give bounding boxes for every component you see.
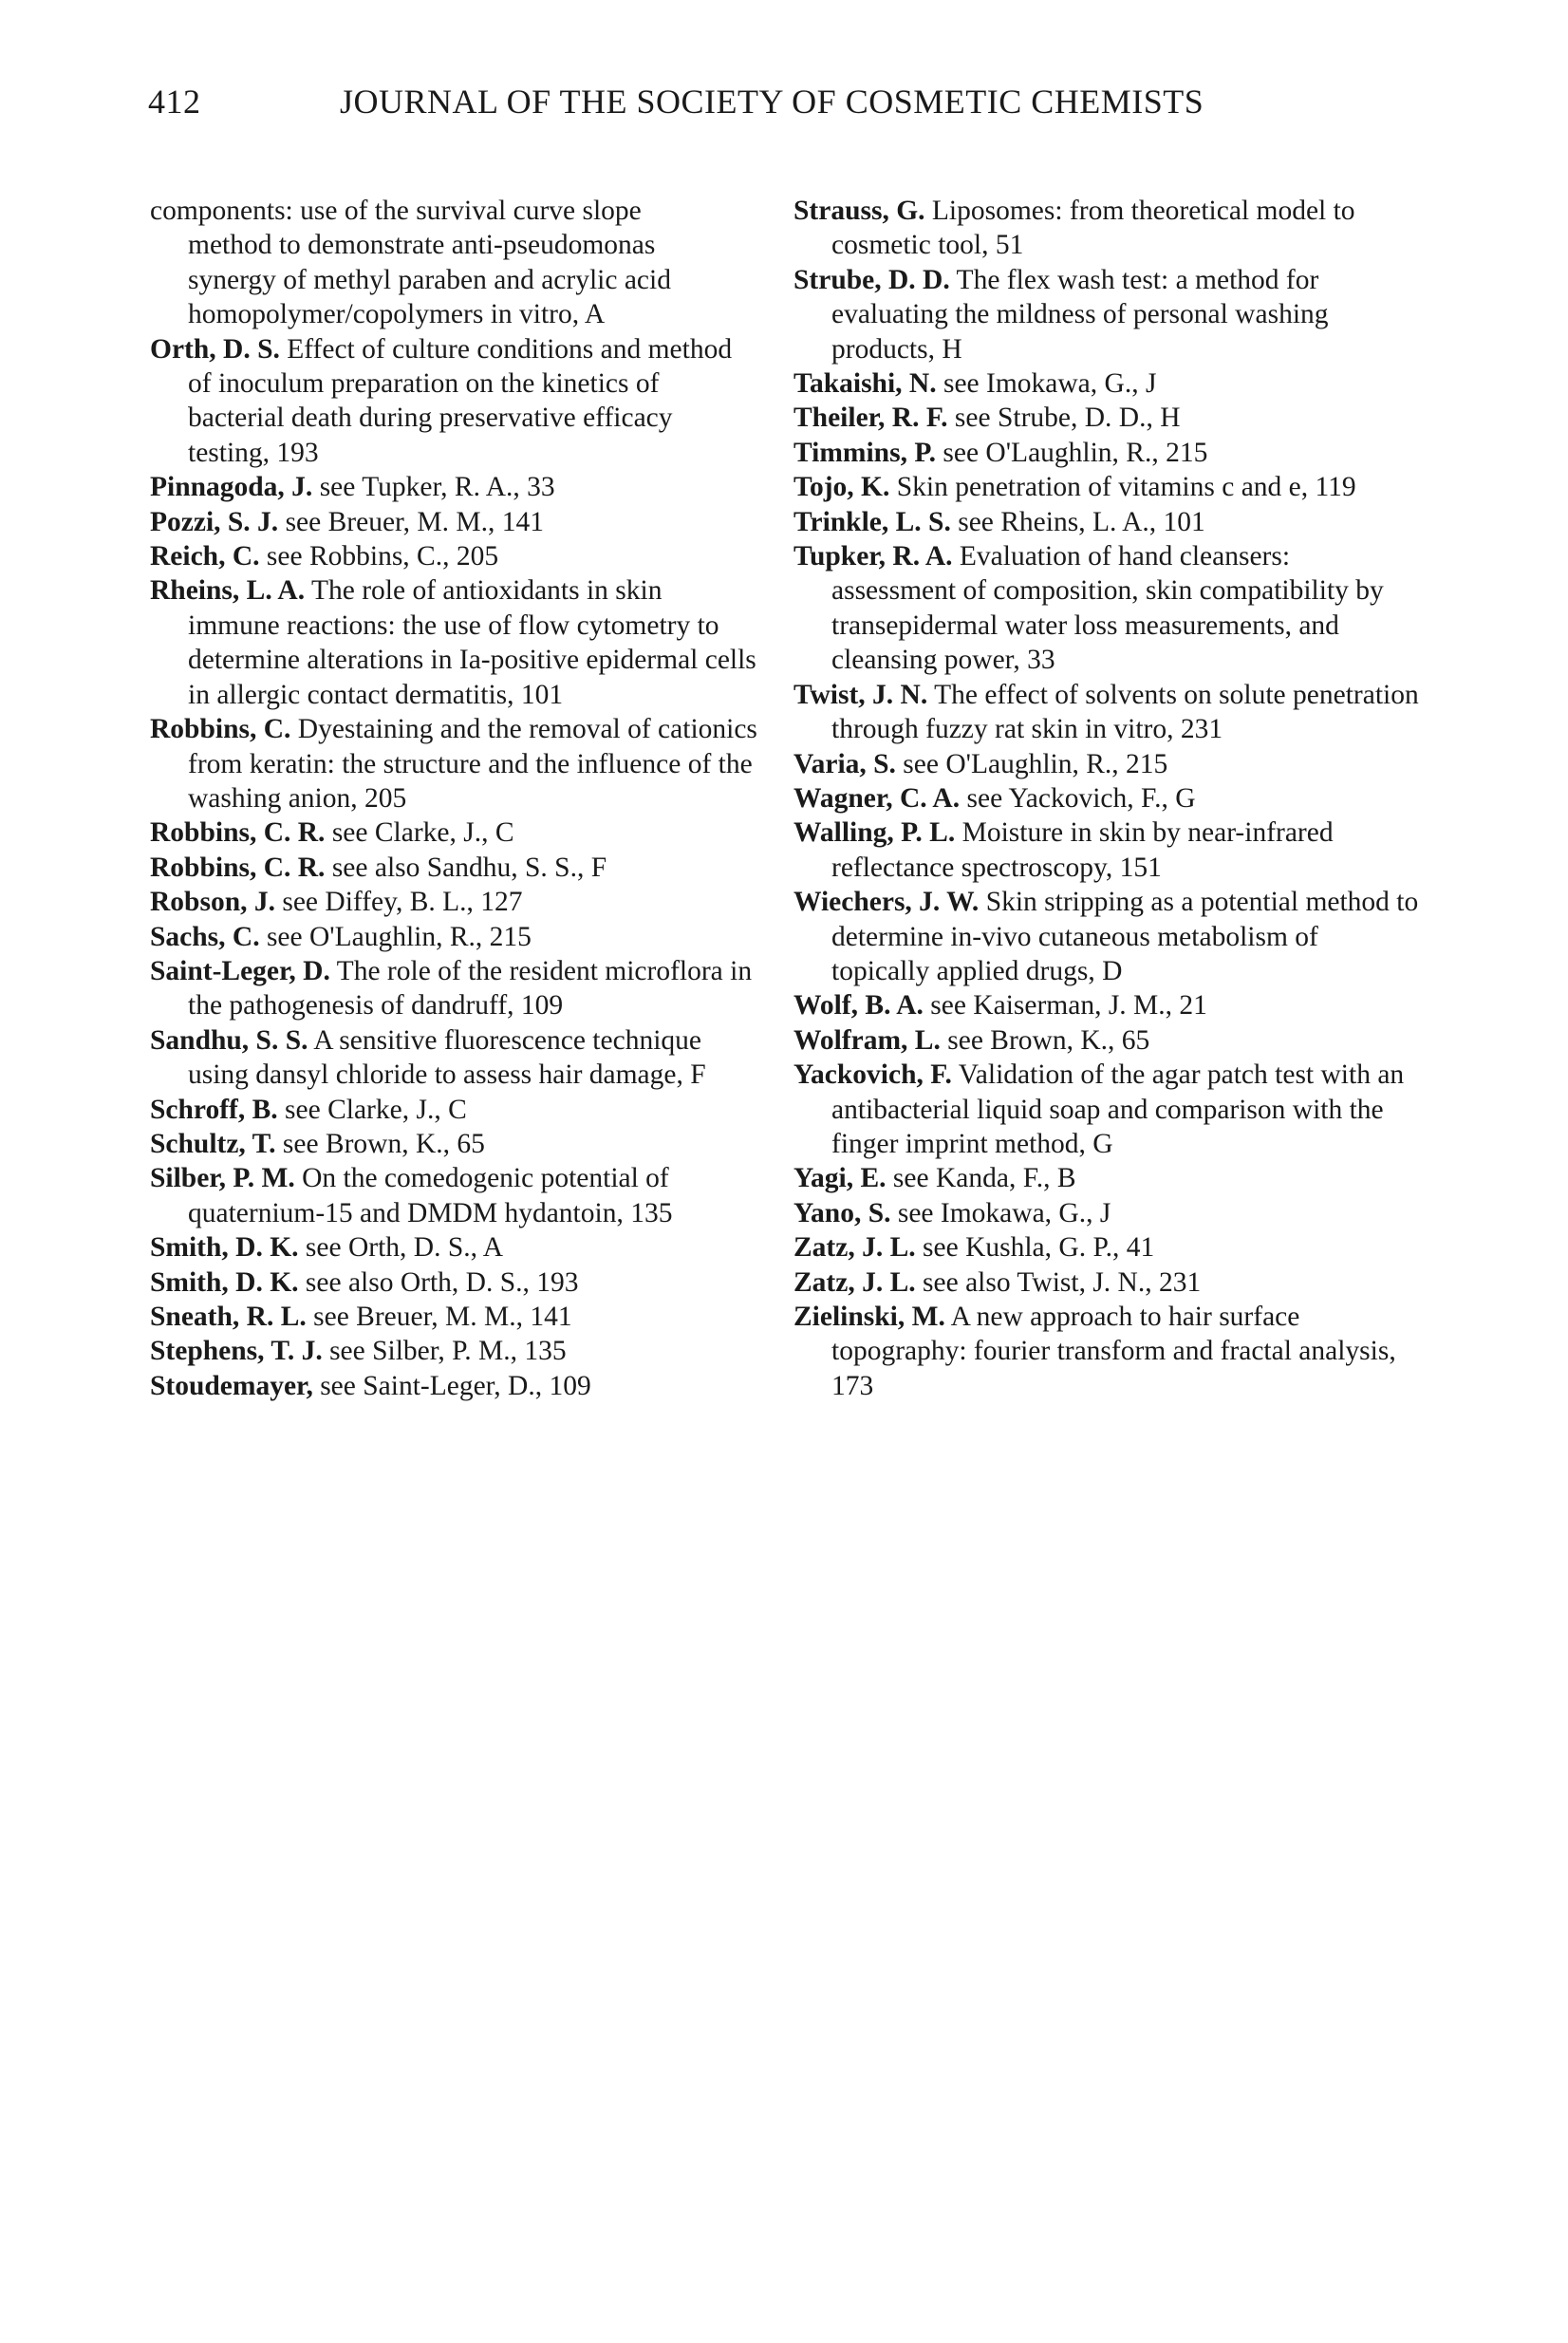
index-entry [793, 1196, 1420, 1230]
entry-author: Stoudemayer, [150, 1370, 313, 1401]
entry-reference: Dyestaining and the removal of cationics from keratin: the structure and the influence of the washing anion, 205 [188, 714, 757, 814]
entry-author: Silber, P. M. [150, 1163, 295, 1194]
entry-reference: see Breuer, M. M., 141 [278, 506, 545, 537]
index-entry [793, 263, 1420, 366]
running-head [148, 82, 1420, 139]
entry-reference: Liposomes: from theoretical model to cosmetic tool, 51 [831, 196, 1355, 261]
right-entry-list [793, 194, 1420, 1403]
continuation-line: method to demonstrate anti-pseudomonas [188, 230, 656, 261]
index-entry [150, 954, 757, 1023]
entry-reference: The role of antioxidants in skin immune reactions: the use of flow cytometry to determine alterations in Ia-positive epidermal cells in allergic contact dermatitis, 101 [188, 575, 756, 710]
index-entry [150, 1093, 757, 1127]
index-entry [150, 1161, 757, 1230]
index-entry [150, 539, 757, 573]
index-entry [793, 401, 1420, 435]
entry-author: Schultz, T. [150, 1128, 276, 1159]
entry-reference: The effect of solvents on solute penetration through fuzzy rat skin in vitro, 231 [831, 679, 1419, 745]
entry-reference: see also Sandhu, S. S., F [325, 852, 607, 883]
entry-author: Orth, D. S. [150, 333, 280, 365]
entry-author: Takaishi, N. [793, 368, 937, 400]
page-number: 412 [148, 83, 201, 121]
entry-reference: Evaluation of hand cleansers: assessment of composition, skin compatibility by transepidermal water loss measurements, and cleansing power, 33 [831, 541, 1384, 676]
entry-reference: The role of the resident microflora in the pathogenesis of dandruff, 109 [188, 955, 753, 1022]
entry-reference: see Strube, D. D., H [947, 403, 1181, 434]
entry-author: Smith, D. K. [150, 1266, 299, 1298]
index-entry [793, 988, 1420, 1022]
entry-author: Sachs, C. [150, 921, 260, 952]
journal-title: JOURNAL OF THE SOCIETY OF COSMETIC CHEMISTS [340, 83, 1204, 121]
entry-reference: A new approach to hair surface topography: fourier transform and fractal analysis, 173 [831, 1302, 1396, 1401]
index-entry [793, 815, 1420, 885]
entry-author: Strube, D. D. [793, 264, 950, 295]
entry-reference: Moisture in skin by near-infrared reflectance spectroscopy, 151 [831, 817, 1334, 883]
entry-author: Sneath, R. L. [150, 1302, 307, 1332]
entry-reference: see Clarke, J., C [277, 1094, 467, 1125]
index-entry [150, 885, 757, 919]
index-entry [793, 747, 1420, 781]
entry-reference: see Yackovich, F., G [960, 782, 1196, 814]
entry-reference: see Brown, K., 65 [940, 1024, 1150, 1056]
index-entry [150, 815, 757, 850]
entry-reference: see Silber, P. M., 135 [322, 1336, 567, 1367]
entry-author: Rheins, L. A. [150, 575, 306, 607]
entry-reference: see Kanda, F., B [886, 1163, 1076, 1194]
entry-author: Yagi, E. [793, 1163, 887, 1194]
continuation-line: components: use of the survival curve slope [150, 196, 642, 226]
index-entry [793, 1230, 1420, 1265]
entry-reference: see Breuer, M. M., 141 [306, 1302, 572, 1332]
entry-author: Timmins, P. [793, 437, 937, 468]
entry-reference: see Imokawa, G., J [890, 1197, 1111, 1228]
index-entry [150, 470, 757, 504]
entry-author: Wolfram, L. [793, 1024, 941, 1056]
entry-author: Robbins, C. R. [150, 852, 326, 883]
index-entry [150, 505, 757, 539]
entry-reference: see Tupker, R. A., 33 [312, 472, 555, 503]
index-entry [793, 1023, 1420, 1058]
index-entry [793, 1300, 1420, 1403]
entry-author: Twist, J. N. [793, 679, 928, 710]
entry-reference: see O'Laughlin, R., 215 [259, 921, 532, 952]
entry-reference: see Diffey, B. L., 127 [274, 887, 523, 918]
entry-author: Wagner, C. A. [793, 782, 961, 814]
index-entry [793, 366, 1420, 401]
entry-reference: see Kaiserman, J. M., 21 [923, 990, 1207, 1022]
index-entry [793, 194, 1420, 263]
entry-author: Robbins, C. [150, 714, 291, 745]
entry-author: Theiler, R. F. [793, 403, 948, 434]
index-column-right [793, 194, 1420, 1403]
entry-author: Robbins, C. R. [150, 817, 326, 849]
entry-reference: see also Orth, D. S., 193 [298, 1266, 579, 1298]
continuation-line: homopolymer/copolymers in vitro, A [188, 299, 606, 330]
entry-author: Wolf, B. A. [793, 990, 924, 1022]
entry-reference: see Brown, K., 65 [275, 1128, 485, 1159]
entry-reference: see Robbins, C., 205 [259, 541, 499, 572]
index-column-left [150, 194, 757, 1403]
entry-author: Smith, D. K. [150, 1232, 299, 1264]
entry-author: Walling, P. L. [793, 817, 956, 849]
entry-author: Zatz, J. L. [793, 1232, 916, 1264]
index-entry [793, 436, 1420, 470]
index-entry [150, 1369, 757, 1403]
index-entry [793, 1265, 1420, 1300]
entry-reference: see Orth, D. S., A [298, 1232, 504, 1264]
entry-author: Strauss, G. [793, 196, 925, 226]
entry-author: Yano, S. [793, 1197, 891, 1228]
index-entry [150, 1127, 757, 1161]
entry-author: Wiechers, J. W. [793, 887, 980, 918]
entry-reference: Validation of the agar patch test with an antibacterial liquid soap and comparison with the finger imprint method, G [831, 1059, 1405, 1159]
entry-reference: see also Twist, J. N., 231 [915, 1266, 1202, 1298]
index-entry [793, 470, 1420, 504]
entry-author: Reich, C. [150, 541, 260, 572]
index-entry [793, 1161, 1420, 1195]
index-entry [150, 1300, 757, 1334]
entry-reference: Effect of culture conditions and method of inoculum preparation on the kinetics of bacterial death during preservative efficacy testing, 193 [188, 333, 733, 468]
index-entry [793, 678, 1420, 747]
entry-author: Tojo, K. [793, 472, 890, 503]
index-entry [793, 505, 1420, 539]
index-entry [150, 920, 757, 954]
index-entry [150, 851, 757, 885]
index-entry [150, 573, 757, 712]
entry-author: Saint-Leger, D. [150, 955, 330, 986]
index-entry [150, 1334, 757, 1368]
entry-reference: see Kushla, G. P., 41 [915, 1232, 1155, 1264]
entry-author: Schroff, B. [150, 1094, 278, 1125]
index-entry [150, 712, 757, 815]
entry-reference: see O'Laughlin, R., 215 [895, 748, 1168, 779]
entry-author: Tupker, R. A. [793, 541, 953, 572]
entry-author: Pozzi, S. J. [150, 506, 279, 537]
index-entry [793, 781, 1420, 815]
entry-reference: see O'Laughlin, R., 215 [936, 437, 1208, 468]
continuation-line: synergy of methyl paraben and acrylic acid [188, 264, 671, 295]
index-entry [150, 332, 757, 471]
index-entry [793, 1058, 1420, 1161]
entry-reference: see Rheins, L. A., 101 [950, 506, 1205, 537]
entry-author: Stephens, T. J. [150, 1336, 323, 1367]
entry-author: Yackovich, F. [793, 1059, 952, 1091]
index-entry [150, 1023, 757, 1093]
left-entry-list [150, 332, 757, 1404]
entry-reference: see Imokawa, G., J [936, 368, 1157, 400]
index-entry [793, 885, 1420, 988]
index-entry [150, 1265, 757, 1300]
entry-author: Pinnagoda, J. [150, 472, 313, 503]
index-entry [150, 1230, 757, 1265]
entry-author: Trinkle, L. S. [793, 506, 951, 537]
entry-reference: see Clarke, J., C [325, 817, 514, 849]
entry-reference: Skin stripping as a potential method to determine in-vivo cutaneous metabolism of topically applied drugs, D [831, 887, 1419, 986]
entry-author: Sandhu, S. S. [150, 1024, 308, 1056]
entry-reference: see Saint-Leger, D., 109 [312, 1370, 591, 1401]
entry-author: Varia, S. [793, 748, 896, 779]
entry-reference: On the comedogenic potential of quaternium-15 and DMDM hydantoin, 135 [188, 1163, 673, 1228]
entry-author: Zielinski, M. [793, 1302, 945, 1332]
entry-reference: A sensitive fluorescence technique using dansyl chloride to assess hair damage, F [188, 1024, 706, 1091]
entry-reference: The flex wash test: a method for evaluating the mildness of personal washing products, H [831, 264, 1329, 365]
index-entry [793, 539, 1420, 678]
entry-author: Robson, J. [150, 887, 275, 918]
entry-author: Zatz, J. L. [793, 1266, 916, 1298]
entry-reference: Skin penetration of vitamins c and e, 119 [889, 472, 1356, 503]
continued-entry [150, 194, 757, 332]
